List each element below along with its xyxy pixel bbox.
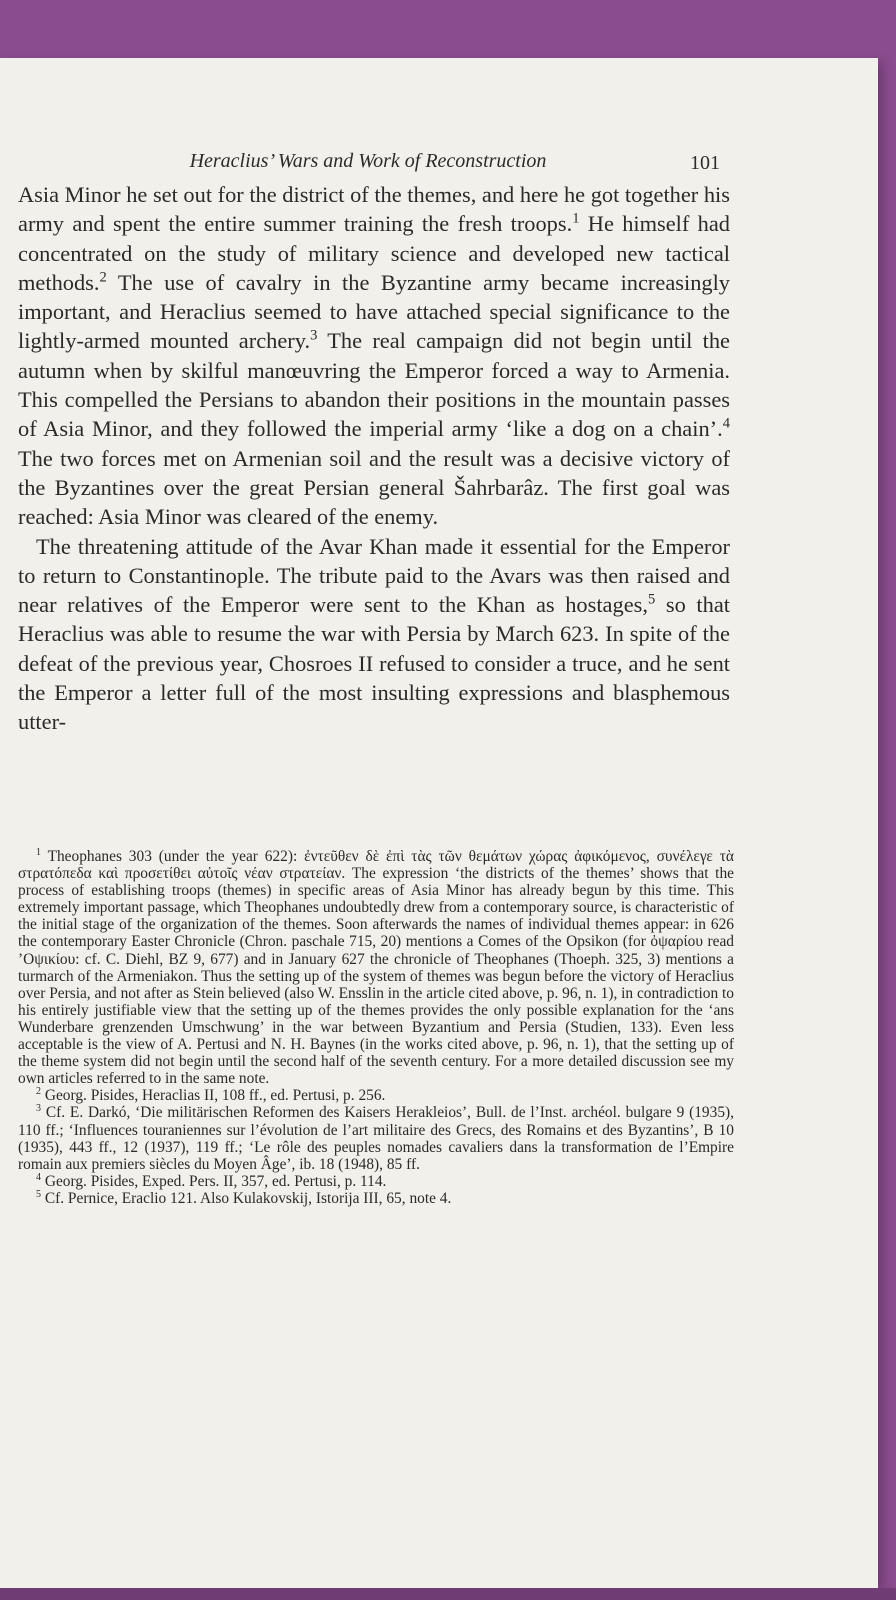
paragraph-1-text-b: He himself had concentrated on the study of military science and developed new tactical methods. [18, 211, 730, 295]
page-number: 101 [690, 152, 720, 174]
paragraph-2-text-b: so that Heraclius was able to resume the war with Persia by March 623. In spite of the defeat of the previous year, Chosroes II refused to consider a truce, and he sent the Emperor a letter full of the most insulting expressions and blasphemous utter- [18, 592, 730, 735]
footnote-4 [18, 1173, 734, 1190]
footnote-text: Cf. Pernice, Eraclio 121. Also Kulakovskij, Istorija III, 65, note 4. [41, 1189, 452, 1207]
footnote-number: 1 [36, 846, 41, 858]
footnote-5 [18, 1190, 734, 1207]
footnote-ref-4: 4 [722, 415, 730, 432]
footnote-ref-2: 2 [99, 269, 107, 286]
footnote-1 [18, 848, 734, 1087]
footnotes [18, 848, 734, 1207]
footnote-ref-1: 1 [572, 210, 580, 227]
book-page [0, 58, 878, 1588]
footnote-text: Theophanes 303 (under the year 622): ἐντεῦθεν δὲ ἐπὶ τὰς τῶν θεμάτων χώρας ἀφικόμενος, συνέλεγε τὰ στρατόπεδα καὶ προσετίθει αὐτοῖς νέαν στρατείαν. The expression ‘the districts of the themes’ shows that the process of establishing troops (themes) in specific areas of Asia Minor has already begun by this time. This extremely important passage, which Theophanes undoubtedly drew from a contemporary source, is characteristic of the initial stage of the organization of the themes. Soon afterwards the names of individual themes appear: in 626 the contemporary Easter Chronicle (Chron. paschale 715, 20) mentions a Comes of the Opsikon (for ὀψαρίου read ’Οψικίου: cf. C. Diehl, BZ 9, 677) and in January 627 the chronicle of Theophanes (Thoeph. 325, 3) mentions a turmarch of the Armeniakon. Thus the setting up of the system of themes was begun before the victory of Heraclius over Persia, and not after as Stein believed (also W. Ensslin in the article cited above, p. 96, n. 1), in contradiction to his entirely justifiable view that the setting up of the themes provides the only possible explanation for the ‘ans Wunderbare grenzenden Umschwung’ in the war between Byzantium and Persia (Studien, 133). Even less acceptable is the view of A. Pertusi and N. H. Baynes (in the works cited above, p. 96, n. 1), that the setting up of the theme system did not begin until the second half of the seventh century. For a more detailed discussion see my own articles referred to in the same note. [18, 848, 734, 1088]
paragraph-1 [18, 180, 730, 532]
paragraph-1-text-d: The real campaign did not begin until the autumn when by skilful manœuvring the Emperor forced a way to Armenia. This compelled the Persians to abandon their positions in the mountain passes of Asia Minor, and they followed the imperial army ‘like a dog on a chain’. [18, 328, 730, 442]
paragraph-1-text-c: The use of cavalry in the Byzantine army became increasingly important, and Heraclius seemed to have attached special significance to the lightly-armed mounted archery. [18, 269, 730, 354]
running-head: Heraclius’ Wars and Work of Reconstruction [189, 150, 547, 172]
footnote-text: Cf. E. Darkó, ‘Die militärischen Reformen des Kaisers Herakleios’, Bull. de l’Inst. archéol. bulgare 9 (1935), 110 ff.; ‘Influences touraniennes sur l’évolution de l’art militaire des Grecs, des Romains et des Byzantins’, B 10 (1935), 443 ff., 12 (1937), 119 ff.; ‘Le rôle des peuples nomades cavaliers dans la transformation de l’Empire romain aux premiers siècles du Moyen Âge’, ib. 18 (1948), 85 ff. [18, 1104, 734, 1173]
paragraph-1-text-a: Asia Minor he set out for the district of the themes, and here he got together his army and spent the entire summer training the fresh troops. [18, 182, 730, 237]
footnote-ref-3: 3 [310, 328, 318, 345]
footnote-2 [18, 1087, 734, 1104]
footnote-number: 4 [36, 1171, 41, 1183]
footnote-ref-5: 5 [647, 591, 656, 608]
paragraph-1-text-e: The two forces met on Armenian soil and the result was a decisive victory of the Byzantines over the great Persian general Šahrbarâz. The first goal was reached: Asia Minor was cleared of the enemy. [18, 445, 730, 530]
footnote-number: 5 [36, 1188, 41, 1200]
paragraph-2-text-a: The threatening attitude of the Avar Khan made it essential for the Emperor to return to Constantinople. The tribute paid to the Avars was then raised and near relatives of the Emperor were sent to the Khan as hostages, [18, 533, 730, 618]
footnote-text: Georg. Pisides, Heraclias II, 108 ff., ed. Pertusi, p. 256. [41, 1087, 386, 1105]
paragraph-2 [18, 532, 730, 737]
footnote-number: 3 [36, 1103, 41, 1115]
background-cloth [0, 1588, 896, 1600]
footnote-text: Georg. Pisides, Exped. Pers. II, 357, ed. Pertusi, p. 114. [41, 1172, 387, 1190]
footnote-3 [18, 1104, 734, 1172]
footnote-number: 2 [36, 1086, 41, 1098]
main-text [18, 180, 730, 737]
